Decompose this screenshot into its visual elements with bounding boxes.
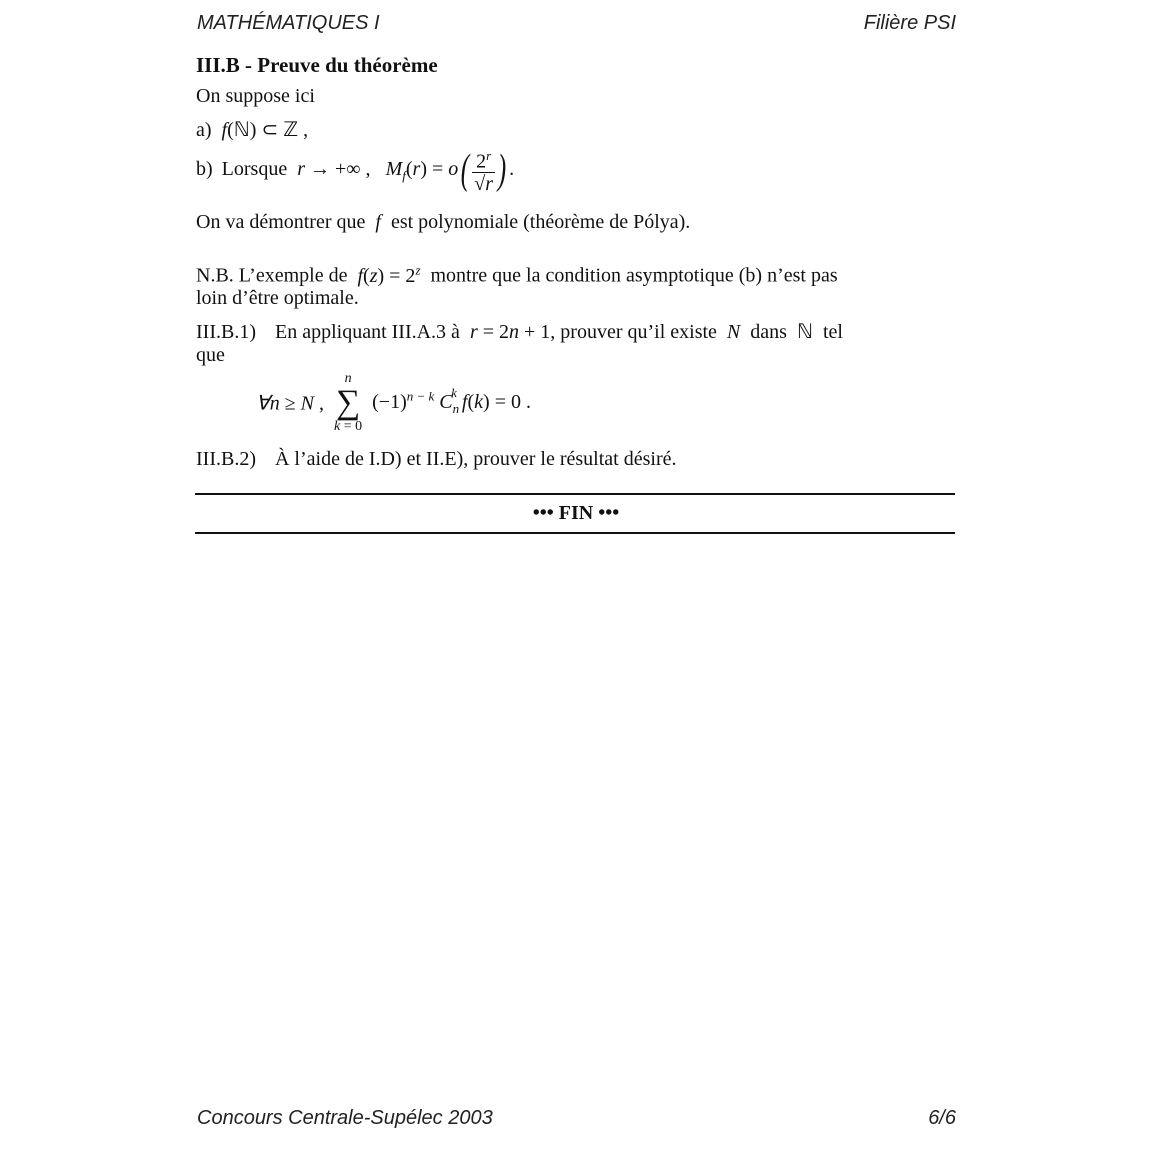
- hypothesis-b: [196, 146, 514, 195]
- q1-N: N: [721, 321, 746, 343]
- nb-start: N.B. L’exemple de: [196, 264, 348, 287]
- header-subject: MATHÉMATIQUES I: [197, 12, 380, 34]
- fin-marker: ••• FIN •••: [532, 502, 620, 524]
- q1-label: III.B.1): [196, 321, 256, 343]
- sum-formula: ∀n ≥ N , n ∑ k = 0 $(-1)^{n - k}$ $C_n^k$ f(k) = 0 .: [256, 371, 531, 434]
- nb-line2: loin d’être optimale.: [196, 287, 359, 309]
- fin-rule-bottom: [195, 532, 955, 534]
- nb-end: montre que la condition asymptotique (b) n’est pas: [430, 264, 838, 287]
- q1-text-a: En appliquant III.A.3 à: [274, 321, 460, 343]
- conclusion-text: On va démontrer que: [196, 211, 366, 233]
- item-b-label: b): [196, 157, 213, 180]
- fin-rule-top: [195, 493, 955, 495]
- q1-set-n: ℕ: [791, 321, 818, 343]
- nb-formula: $f(z) = 2^z$: [352, 262, 421, 287]
- question-2: [196, 448, 676, 471]
- footer-page-number: 6/6: [928, 1107, 956, 1129]
- item-a-label: a): [196, 119, 212, 141]
- footer-contest: Concours Centrale-Supélec 2003: [197, 1107, 493, 1129]
- header-track: Filière PSI: [863, 12, 956, 34]
- sum-symbol: n ∑ k = 0: [334, 371, 363, 434]
- conclusion-line: [196, 211, 690, 234]
- q2-label: III.B.2): [196, 448, 256, 470]
- q1-formula-r: r = 2n + 1: [464, 321, 551, 343]
- q1-line2: que: [196, 344, 225, 366]
- f-symbol: f: [370, 211, 386, 233]
- nb-line1: [196, 262, 838, 288]
- formula-b: r → +∞ , $M_f(r) = o$( $\frac{2^r}{√r}$ ) .: [292, 147, 515, 195]
- conclusion-rest: est polynomiale (théorème de Pólya).: [390, 211, 691, 233]
- q2-text: À l’aide de I.D) et II.E), prouver le résultat désiré.: [274, 448, 677, 470]
- formula-a: f(ℕ) ⊂ ℤ ,: [216, 119, 309, 141]
- q1-text-b: , prouver qu’il existe: [550, 321, 717, 343]
- q1-text-c: dans: [750, 321, 787, 343]
- q1-text-d: tel: [822, 321, 843, 343]
- item-b-text: Lorsque: [221, 157, 288, 180]
- hypothesis-a: [196, 117, 308, 142]
- intro-text: On suppose ici: [196, 85, 315, 107]
- question-1: [196, 319, 843, 344]
- section-title: III.B - Preuve du théorème: [196, 53, 438, 77]
